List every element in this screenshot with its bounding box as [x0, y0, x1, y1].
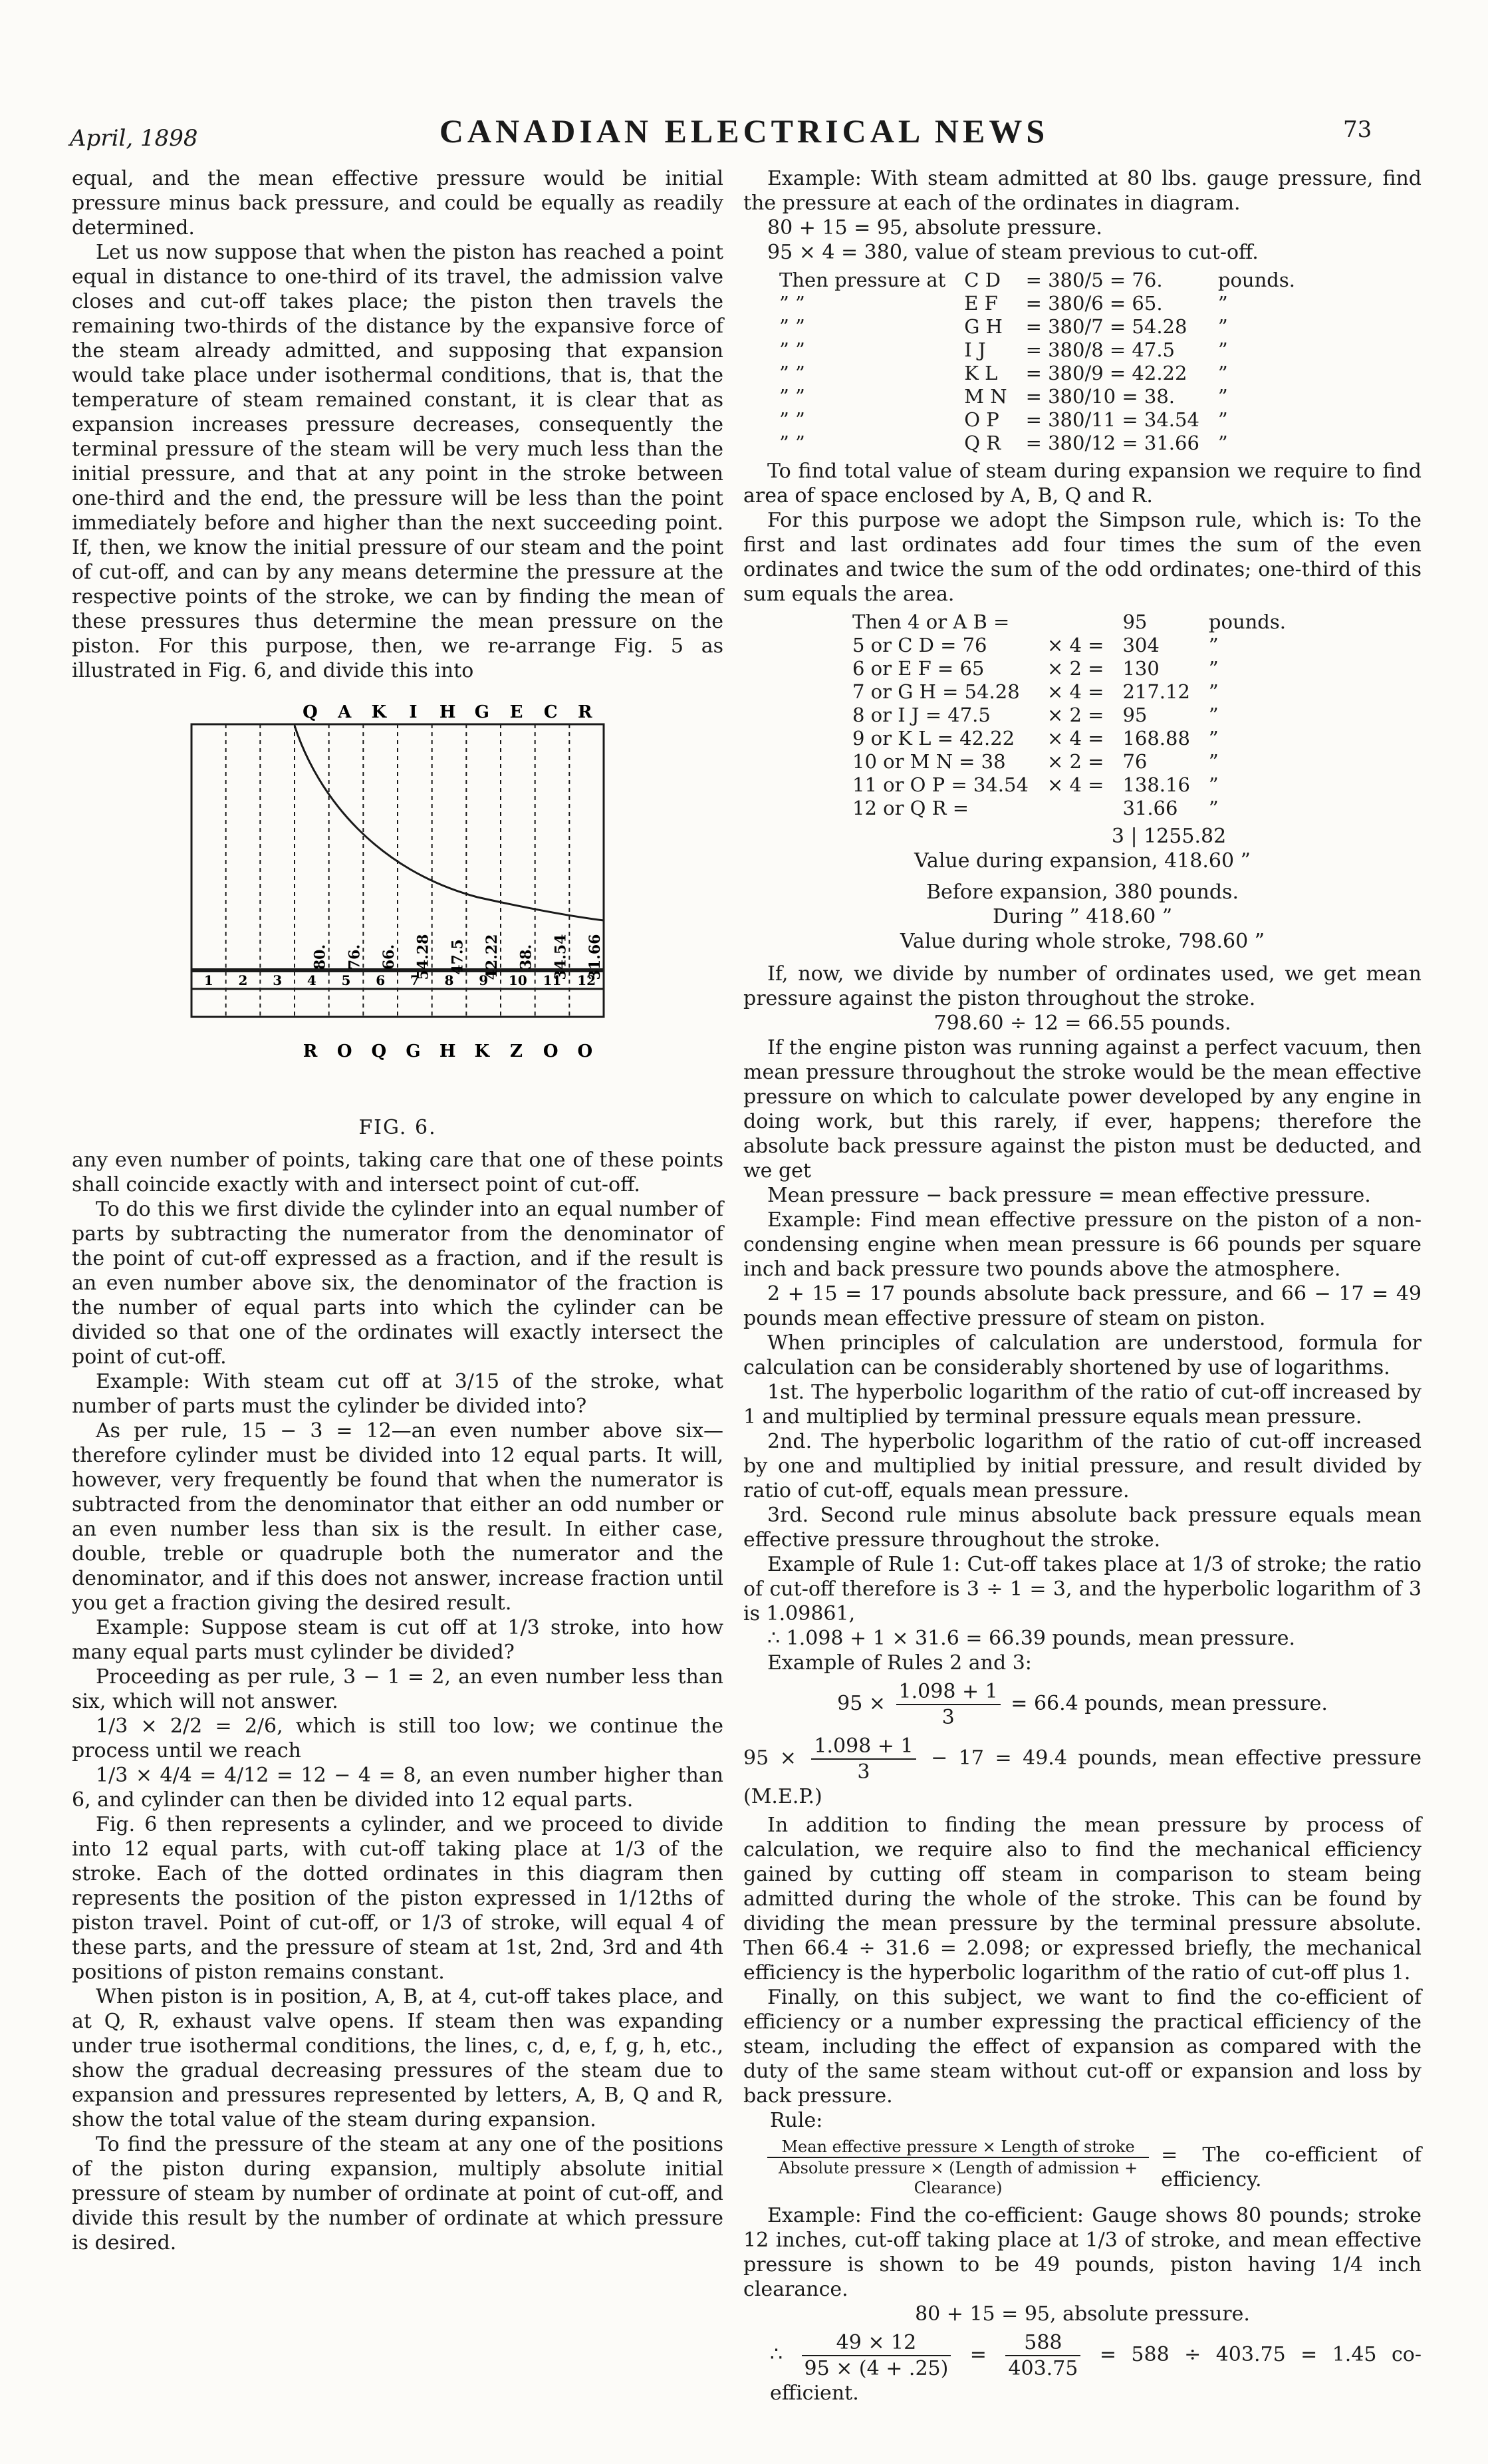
before-value: Before expansion, 380 pounds. — [926, 881, 1239, 904]
table-cell: 11 or O P = 34.54 — [852, 773, 1029, 796]
pressure-label: 80. — [311, 944, 329, 970]
paragraph: Example: Find mean effective pressure on the piston of a non-condensing engine when mean pressure is 66 pounds per square inch and back pressure two pounds above the atmosphere. — [743, 1208, 1422, 1281]
bottom-letter: R — [303, 1041, 318, 1061]
table-cell: ” — [1217, 408, 1228, 431]
formula-3: ∴ $\frac{49 \times 12}{95 \times (4 + .25)}$ = $\frac{588}{403.75}$ = 588 ÷ 403.75 = 1.45 co-efficient. — [770, 2331, 1422, 2405]
equation: Mean pressure − back pressure = mean effective pressure. — [767, 1184, 1371, 1207]
table-row — [843, 611, 1295, 634]
coefficient-rule — [763, 2137, 1422, 2198]
ordinate-numbers — [204, 972, 596, 988]
table-cell: = 380/10 = 38. — [1025, 385, 1175, 408]
pressure-label: 66. — [380, 944, 398, 970]
top-letter: E — [509, 702, 523, 722]
table-cell: × 2 = — [1047, 750, 1104, 773]
table-cell: 130 — [1122, 657, 1160, 680]
fraction — [1005, 2330, 1080, 2381]
table-cell: 10 or M N = 38 — [852, 750, 1006, 773]
table-cell: ” ” — [779, 432, 805, 454]
fraction — [811, 1734, 916, 1784]
paragraph: Proceeding as per rule, 3 − 1 = 2, an even number less than six, which will not answer. — [72, 1665, 723, 1713]
paragraph: Let us now suppose that when the piston has reached a point equal in distance to one-third of its travel, the admission valve closes and cut-off takes place; the piston then travels the remaining two-thirds of the distance by the expansive force of the steam already admitted, and supposing that expansion would take place under isothermal conditions, that is, that the temperature of steam remained constant, it is clear that as expansion increases pressure decreases, consequently the terminal pressure of the steam will be very much less than the initial pressure, and that at any point in the stroke between one-third and the end, the pressure will be less than the point immediately before and higher than the next succeeding point. If, then, we know the initial pressure of our steam and the point of cut-off, and can by any means determine the pressure at the respective points of the stroke, we can by finding the mean of these pressures thus determine the mean pressure on the piston. For this purpose, then, we re-arrange Fig. 5 as illustrated in Fig. 6, and divide this into — [72, 241, 723, 682]
table-row — [770, 408, 1304, 432]
denominator: 95 × (4 + .25) — [804, 2357, 949, 2380]
table-row — [843, 773, 1295, 797]
ordinate-number: 6 — [376, 972, 386, 988]
denominator: 3 — [857, 1760, 870, 1784]
formula-text: − 17 = 49.4 pounds, mean effective pressure (M.E.P.) — [743, 1746, 1422, 1808]
table-row — [770, 432, 1304, 455]
table-cell: ” — [1217, 339, 1228, 361]
table-cell: ” — [1217, 385, 1228, 408]
table-cell: ” — [1208, 657, 1219, 680]
table-cell: = 380/9 = 42.22 — [1025, 362, 1187, 384]
rule-label: Rule: — [770, 2109, 823, 2132]
ordinate-number: 10 — [508, 972, 527, 988]
paragraph: To find total value of steam during expansion we require to find area of space enclosed by A, B, Q and R. — [743, 460, 1422, 507]
top-letter: A — [338, 702, 352, 722]
pressure-label: 38. — [517, 944, 535, 970]
bottom-letter: O — [577, 1041, 593, 1061]
ordinate-number: 7 — [410, 972, 420, 988]
rule-3: 3rd. Second rule minus absolute back pressure equals mean effective pressure throughout the stroke. — [743, 1504, 1422, 1552]
table-cell: 31.66 — [1122, 797, 1178, 819]
figure-6-diagram — [165, 698, 630, 1110]
paragraph: In addition to finding the mean pressure by process of calculation, we require also to find the mechanical efficiency gained by cutting off steam in comparison to steam being admitted during the whole of the stroke. This can be found by dividing the mean pressure by the terminal pressure absolute. Then 66.4 ÷ 31.6 = 2.098; or expressed briefly, the mechanical efficiency is the hyperbolic logarithm of the ratio of cut-off plus 1. — [743, 1814, 1422, 1985]
paragraph: Example: With steam admitted at 80 lbs. gauge pressure, find the pressure at each of the ordinates in diagram. — [743, 167, 1422, 215]
table-cell: 12 or Q R = — [852, 797, 969, 819]
sum-line: 3 | 1255.82 — [1111, 825, 1227, 848]
denominator: 3 — [941, 1706, 955, 1729]
table-cell: ” ” — [779, 408, 805, 431]
table-cell: Then 4 or A B = — [852, 611, 1010, 633]
during-row: During ” 418.60 ” — [992, 905, 1173, 928]
table-cell: = 380/8 = 47.5 — [1025, 339, 1175, 361]
fraction — [802, 2330, 951, 2381]
paragraph: When principles of calculation are understood, formula for calculation can be considerably shortened by use of logarithms. — [743, 1331, 1422, 1379]
table-cell: ” — [1208, 704, 1219, 726]
paragraph: equal, and the mean effective pressure would be initial pressure minus back pressure, and could be equally as readily determined. — [72, 167, 723, 239]
paragraph: When piston is in position, A, B, at 4, cut-off takes place, and at Q, R, exhaust valve opens. If steam then was expanding under true isothermal conditions, the lines, c, d, e, f, g, h, etc., show the gradual decreasing pressures of the steam due to expansion and pressures represented by letters, A, B, Q and R, show the total value of the steam during expansion. — [72, 1985, 723, 2131]
table-row — [770, 269, 1304, 292]
formula-1 — [743, 1679, 1422, 1730]
table-cell: K L — [964, 362, 998, 384]
top-letter: Q — [303, 702, 318, 722]
top-letter: I — [409, 702, 418, 722]
equation: 80 + 15 = 95, absolute pressure. — [767, 216, 1102, 239]
table-cell: C D — [964, 269, 1001, 291]
formula-text: = 66.4 pounds, mean pressure. — [1011, 1692, 1328, 1715]
table-cell: × 4 = — [1047, 727, 1104, 750]
figure-caption: FIG. 6. — [358, 1116, 437, 1139]
numerator: 49 × 12 — [802, 2330, 951, 2356]
table-cell: Q R — [964, 432, 1001, 454]
table-cell: pounds. — [1217, 269, 1295, 291]
table-row — [843, 750, 1295, 773]
ordinate-number: 12 — [577, 972, 596, 988]
table-cell: 217.12 — [1122, 680, 1190, 703]
top-letter: C — [543, 702, 558, 722]
numerator: Mean effective pressure × Length of stroke — [767, 2137, 1149, 2158]
pressure-label: 47.5 — [449, 939, 467, 975]
table-cell: ” — [1208, 797, 1219, 819]
bottom-letter: K — [474, 1041, 490, 1061]
table-cell — [1038, 797, 1114, 820]
formula-2 — [743, 1734, 1422, 1809]
table-cell: Then pressure at — [779, 269, 946, 291]
table-cell: ” — [1208, 727, 1219, 750]
expansion-curve — [295, 726, 604, 920]
table-cell: × 2 = — [1047, 704, 1104, 726]
table-cell: 76 — [1122, 750, 1148, 773]
bottom-letter: O — [336, 1041, 352, 1061]
paragraph: 2 + 15 = 17 pounds absolute back pressure, and 66 − 17 = 49 pounds mean effective pressure of steam on piston. — [743, 1282, 1422, 1330]
bottom-letter: O — [543, 1041, 558, 1061]
table-cell: ” ” — [779, 362, 805, 384]
table-cell: = 380/7 = 54.28 — [1025, 315, 1187, 338]
formula-text: 95 × — [837, 1692, 886, 1715]
table-cell: = 380/12 = 31.66 — [1025, 432, 1199, 454]
paragraph: 1/3 × 4/4 = 4/12 = 12 − 4 = 8, an even number higher than 6, and cylinder can then be divided into 12 equal parts. — [72, 1764, 723, 1812]
pressure-label: 54.28 — [414, 934, 432, 980]
rule-2: 2nd. The hyperbolic logarithm of the ratio of cut-off increased by one and multiplied by initial pressure, and result divided by ratio of cut-off, equals mean pressure. — [743, 1430, 1422, 1502]
denominator: 403.75 — [1008, 2357, 1078, 2380]
issue-date: April, 1898 — [70, 125, 198, 152]
table-cell: = 380/5 = 76. — [1025, 269, 1163, 291]
table-row — [843, 657, 1295, 680]
paragraph: For this purpose we adopt the Simpson rule, which is: To the first and last ordinates add four times the sum of the even ordinates and twice the sum of the odd ordinates; one-third of this sum equals the area. — [743, 509, 1422, 606]
table-cell: × 4 = — [1047, 634, 1104, 656]
top-letters — [303, 702, 592, 722]
paragraph: If, now, we divide by number of ordinates used, we get mean pressure against the piston throughout the stroke. — [743, 962, 1422, 1010]
table-cell: ” ” — [779, 385, 805, 408]
table-cell: 168.88 — [1122, 727, 1190, 750]
table-cell: 8 or I J = 47.5 — [852, 704, 991, 726]
ordinate-number: 3 — [273, 972, 283, 988]
paragraph: 1/3 × 2/2 = 2/6, which is still too low; we continue the process until we reach — [72, 1714, 723, 1762]
rule-1: 1st. The hyperbolic logarithm of the ratio of cut-off increased by 1 and multiplied by terminal pressure equals mean pressure. — [743, 1381, 1422, 1429]
table-cell: ” ” — [779, 292, 805, 315]
paragraph: Fig. 6 then represents a cylinder, and we proceed to divide into 12 equal parts, with cut-off taking place at 1/3 of the stroke. Each of the dotted ordinates in this diagram then represents the position of the piston expressed in 1/12ths of piston travel. Point of cut-off, or 1/3 of stroke, will equal 4 of these parts, and the pressure of steam at 1st, 2nd, 3rd and 4th positions of piston remains constant. — [72, 1813, 723, 1984]
during-value: Value during expansion, 418.60 ” — [914, 849, 1251, 873]
top-letter: K — [371, 702, 387, 722]
top-letter: G — [474, 702, 489, 722]
ordinate-number: 5 — [341, 972, 351, 988]
ordinate-number: 8 — [444, 972, 454, 988]
formula-text: = 588 ÷ 403.75 = 1.45 co-efficient. — [770, 2343, 1422, 2405]
table-cell: = 380/11 = 34.54 — [1025, 408, 1199, 431]
pressure-label: 31.66 — [586, 934, 604, 980]
denominator: Absolute pressure × (Length of admission + Clearance) — [778, 2159, 1138, 2197]
table-cell: 9 or K L = 42.22 — [852, 727, 1015, 750]
table-cell: ” — [1208, 680, 1219, 703]
right-column — [743, 166, 1422, 2405]
table-cell: × 4 = — [1047, 773, 1104, 796]
pressure-label: 76. — [346, 944, 364, 970]
table-row — [770, 292, 1304, 315]
ordinate-number: 4 — [307, 972, 316, 988]
table-cell: I J — [964, 339, 986, 361]
ordinate-number: 1 — [203, 972, 213, 988]
equation: 95 × 4 = 380, value of steam previous to cut-off. — [767, 241, 1259, 264]
table-row — [843, 634, 1295, 657]
table-row — [843, 680, 1295, 704]
pressure-label: 34.54 — [552, 934, 570, 980]
ordinate-number: 9 — [479, 972, 489, 988]
paragraph: Example of Rules 2 and 3: — [767, 1651, 1032, 1675]
table-row — [843, 704, 1295, 727]
paragraph: Example: With steam cut off at 3/15 of the stroke, what number of parts must the cylinder be divided into? — [72, 1370, 723, 1418]
paragraph: To do this we first divide the cylinder into an equal number of parts by subtracting the numerator from the denominator of the point of cut-off expressed as a fraction, and if the result is an even number above six, the denominator of the fraction is the number of equal parts into which the cylinder can be divided so that one of the ordinates will exactly intersect the point of cut-off. — [72, 1198, 723, 1369]
equation: 80 + 15 = 95, absolute pressure. — [915, 2302, 1250, 2326]
ordinate-number: 11 — [543, 972, 562, 988]
table-cell: ” ” — [779, 315, 805, 338]
page-number: 73 — [1343, 116, 1372, 143]
paragraph: Finally, on this subject, we want to find the co-efficient of efficiency or a number expressing the practical efficiency of the steam, including the effect of expansion as compared with the duty of the same steam without cut-off or expansion and loss by back pressure. — [743, 1986, 1422, 2108]
bottom-letter: Z — [510, 1041, 523, 1061]
table-row — [770, 385, 1304, 408]
equation: 798.60 ÷ 12 = 66.55 pounds. — [933, 1012, 1231, 1035]
table-cell: G H — [964, 315, 1003, 338]
table-cell: × 2 = — [1047, 657, 1104, 680]
fraction — [896, 1679, 1001, 1730]
fraction — [767, 2137, 1149, 2198]
formula-text: = The co-efficient of efficiency. — [1161, 2143, 1422, 2191]
table-cell: 138.16 — [1122, 773, 1190, 796]
table-cell: M N — [964, 385, 1007, 408]
table-cell: ” — [1217, 432, 1228, 454]
masthead: CANADIAN ELECTRICAL NEWS — [439, 112, 1049, 150]
paragraph: Example of Rule 1: Cut-off takes place at 1/3 of stroke; the ratio of cut-off therefore is 3 ÷ 1 = 3, and the hyperbolic logarithm of 3 is 1.09861, — [743, 1553, 1422, 1625]
table-row — [770, 339, 1304, 362]
table-cell — [1038, 611, 1114, 634]
simpson-table — [843, 611, 1295, 820]
formula-text: ∴ — [770, 2343, 783, 2366]
table-cell: 304 — [1122, 634, 1160, 656]
equation: ∴ 1.098 + 1 × 31.6 = 66.39 pounds, mean pressure. — [767, 1627, 1296, 1650]
table-cell: ” — [1217, 362, 1228, 384]
table-cell: O P — [964, 408, 999, 431]
paragraph: To find the pressure of the steam at any one of the positions of the piston during expansion, multiply absolute initial pressure of steam by number of ordinate at point of cut-off, and divide this result by the number of ordinate at which pressure is desired. — [72, 2133, 723, 2255]
table-cell: 5 or C D = 76 — [852, 634, 987, 656]
table-row — [843, 797, 1295, 820]
pressure-label: 42.22 — [483, 934, 501, 980]
top-letter: H — [439, 702, 456, 722]
numerator: 1.098 + 1 — [896, 1679, 1001, 1705]
top-letter: R — [578, 702, 592, 722]
paragraph: As per rule, 15 − 3 = 12—an even number above six—therefore cylinder must be divided into 12 equal parts. It will, however, very frequently be found that when the numerator is subtracted from the denominator that either an odd number or an even number less than six is the result. In either case, double, treble or quadruple both the numerator and the denominator, and if this does not answer, increase fraction until you get a fraction giving the desired result. — [72, 1419, 723, 1615]
page-header — [0, 0, 1488, 160]
table-cell: ” — [1217, 315, 1228, 338]
left-column — [72, 166, 723, 2255]
table-cell: pounds. — [1208, 611, 1286, 633]
table-cell: × 4 = — [1047, 680, 1104, 703]
table-row — [770, 362, 1304, 385]
table-cell: ” — [1208, 773, 1219, 796]
bottom-letters — [303, 1041, 592, 1061]
paragraph: Example: Suppose steam is cut off at 1/3 stroke, into how many equal parts must cylinder be divided? — [72, 1616, 723, 1664]
table-row — [770, 315, 1304, 339]
table-cell: E F — [964, 292, 998, 315]
bottom-letter: Q — [371, 1041, 387, 1061]
bottom-letter: G — [406, 1041, 421, 1061]
table-cell: 7 or G H = 54.28 — [852, 680, 1020, 703]
table-cell: ” — [1217, 292, 1228, 315]
numerator: 1.098 + 1 — [811, 1734, 916, 1760]
pressure-table — [770, 269, 1304, 455]
table-cell: = 380/6 = 65. — [1025, 292, 1163, 315]
formula-text: 95 × — [743, 1746, 797, 1770]
ordinate-number: 2 — [238, 972, 248, 988]
table-row — [843, 727, 1295, 750]
table-cell: ” — [1208, 750, 1219, 773]
whole-value: Value during whole stroke, 798.60 ” — [900, 930, 1265, 953]
table-cell: 95 — [1122, 704, 1148, 726]
paragraph: any even number of points, taking care that one of these points shall coincide exactly with and intersect point of cut-off. — [72, 1149, 723, 1196]
table-cell: 95 — [1122, 611, 1148, 633]
paragraph: Example: Find the co-efficient: Gauge shows 80 pounds; stroke 12 inches, cut-off taking place at 1/3 of stroke, and mean effective pressure is shown to be 49 pounds, piston having 1/4 inch clearance. — [743, 2204, 1422, 2301]
table-cell: 6 or E F = 65 — [852, 657, 985, 680]
paragraph: If the engine piston was running against a perfect vacuum, then mean pressure throughout the stroke would be the mean effective pressure on which to calculate power developed by any engine in doing work, but this rarely, if ever, happens; therefore the absolute back pressure against the piston must be deducted, and we get — [743, 1036, 1422, 1182]
numerator: 588 — [1005, 2330, 1080, 2356]
table-cell: ” ” — [779, 339, 805, 361]
table-cell: ” — [1208, 634, 1219, 656]
bottom-letter: H — [439, 1041, 456, 1061]
